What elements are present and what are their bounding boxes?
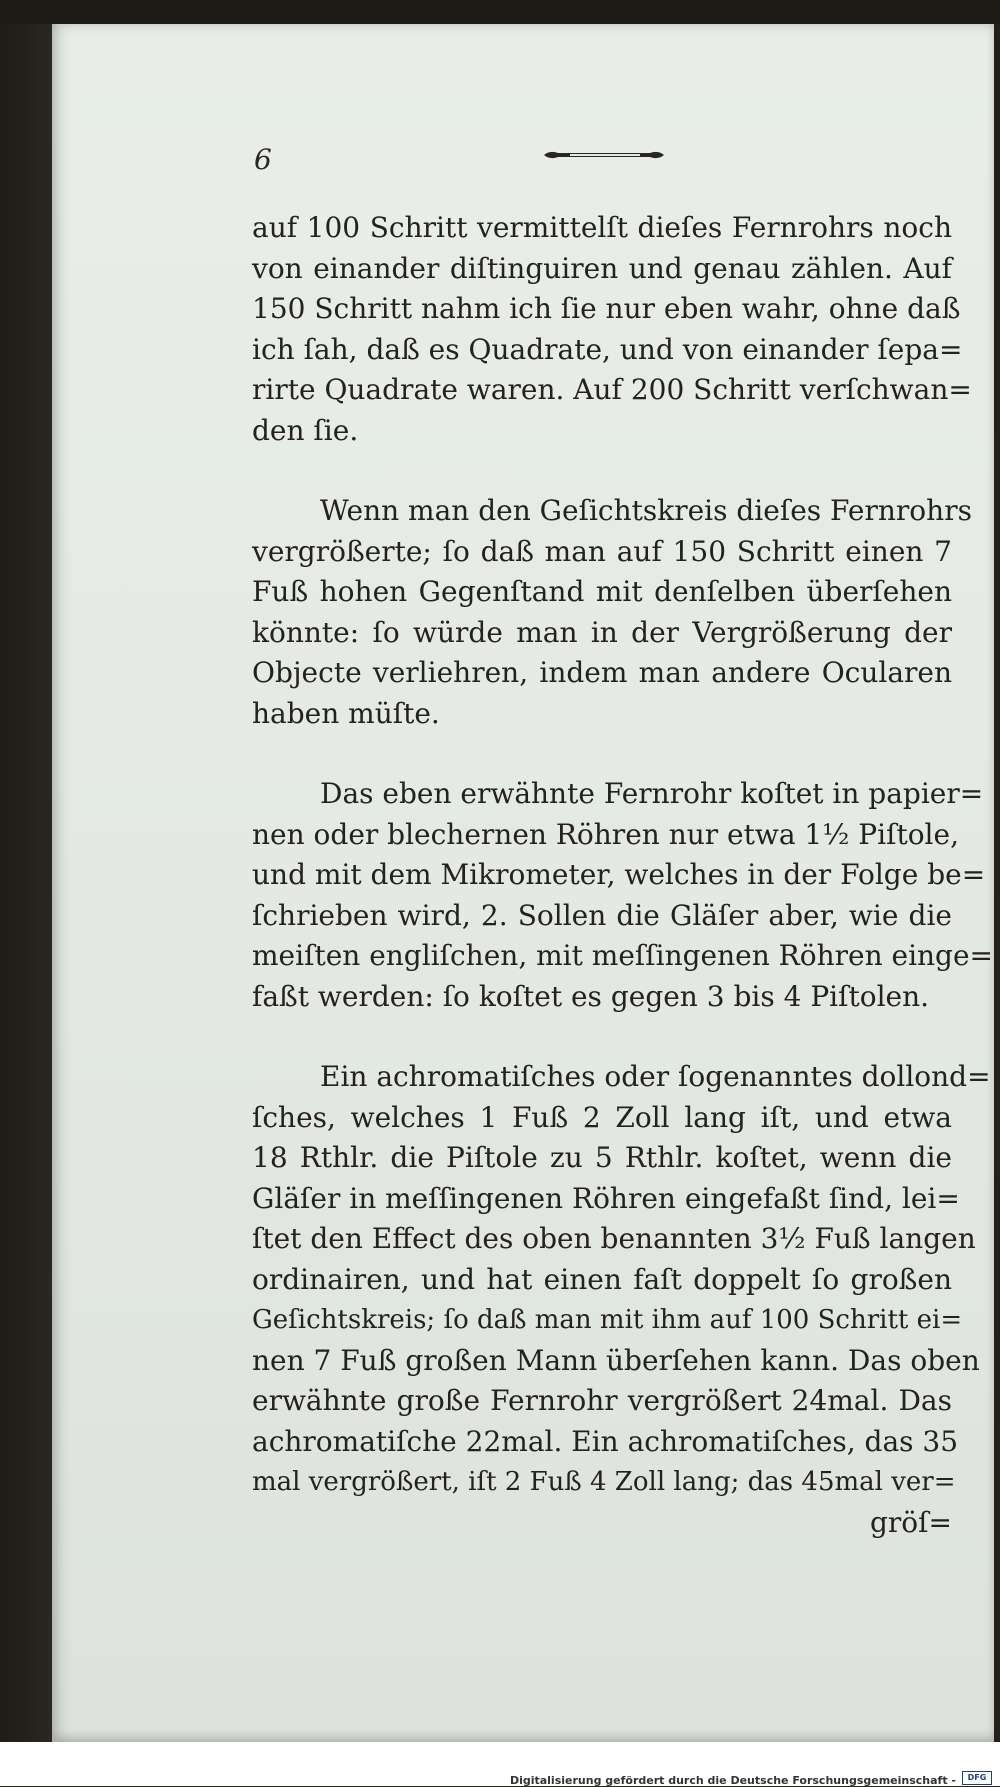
text-line: 150 Schritt nahm ich ſie nur eben wahr, ohne daß	[252, 292, 961, 325]
text-line: Geſichtskreis; ſo daß man mit ihm auf 100 Schritt ei=	[252, 1305, 963, 1335]
text-line: Das eben erwähnte Fernrohr koſtet in papier=	[320, 777, 984, 810]
text-line: nen oder blechernen Röhren nur etwa 1½ Piſtole,	[252, 817, 959, 851]
text-line: meiſten engliſchen, mit meſſingenen Röhren einge=	[252, 939, 994, 972]
text-line: ſtet den Effect des oben benannten 3½ Fuß langen	[252, 1222, 976, 1255]
page-number: 6	[254, 143, 272, 176]
text-line: Ein achromatiſches oder ſogenanntes dollond=	[320, 1060, 991, 1093]
text-line: ich ſah, daß es Quadrate, und von einander ſepa=	[252, 332, 963, 366]
text-line: ſches, welches 1 Fuß 2 Zoll lang iſt, und etwa	[252, 1100, 952, 1134]
paragraph-1	[252, 208, 972, 451]
paragraph-3	[252, 774, 994, 1017]
text-line: faßt werden: ſo koſtet es gegen 3 bis 4 Piſtolen.	[252, 979, 930, 1013]
text-line: auf 100 Schritt vermittelſt dieſes Fernrohrs noch	[252, 211, 952, 244]
text-line: 18 Rthlr. die Piſtole zu 5 Rthlr. koſtet, wenn die	[252, 1141, 952, 1174]
funding-credit: Digitalisierung gefördert durch die Deutsche Forschungsgemeinschaft -	[509, 1774, 956, 1787]
text-line: nen 7 Fuß großen Mann überſehen kann. Das oben	[252, 1343, 980, 1377]
text-line: könnte: ſo würde man in der Vergrößerung der	[252, 615, 952, 649]
text-line: den ſie.	[252, 413, 359, 447]
text-line: von einander diſtinguiren und genau zählen. Auf	[252, 251, 952, 285]
text-line: mal vergrößert, iſt 2 Fuß 4 Zoll lang; das 45mal ver=	[252, 1467, 956, 1497]
dfg-logo: DFG	[962, 1771, 992, 1785]
digitization-footer	[0, 1742, 1000, 1786]
header-ornament	[540, 149, 668, 161]
paragraph-4	[252, 1057, 991, 1543]
page-text	[252, 208, 994, 1583]
catchword: gröſ=	[870, 1505, 952, 1539]
paragraph-2	[252, 491, 972, 734]
text-line: haben müſte.	[252, 696, 440, 730]
text-line: Fuß hohen Gegenſtand mit denſelben überſehen	[252, 575, 952, 608]
text-line: achromatiſche 22mal. Ein achromatiſches, das 35	[252, 1424, 959, 1458]
text-line: und mit dem Mikrometer, welches in der Folge be=	[252, 858, 986, 891]
text-line: rirte Quadrate waren. Auf 200 Schritt verſchwan=	[252, 373, 972, 406]
text-line: Wenn man den Geſichtskreis dieſes Fernrohrs	[320, 494, 972, 527]
scan-top-edge	[0, 0, 1000, 24]
text-line: ſchrieben wird, 2. Sollen die Gläſer aber, wie die	[252, 898, 952, 932]
text-line: ordinairen, und hat einen faſt doppelt ſo großen	[252, 1262, 952, 1296]
text-line: vergrößerte; ſo daß man auf 150 Schritt einen 7	[252, 534, 952, 568]
text-line: erwähnte große Fernrohr vergrößert 24mal. Das	[252, 1384, 952, 1417]
text-line: Gläſer in meſſingenen Röhren eingefaßt ſind, lei=	[252, 1181, 960, 1215]
text-line: Objecte verliehren, indem man andere Ocularen	[252, 656, 952, 689]
